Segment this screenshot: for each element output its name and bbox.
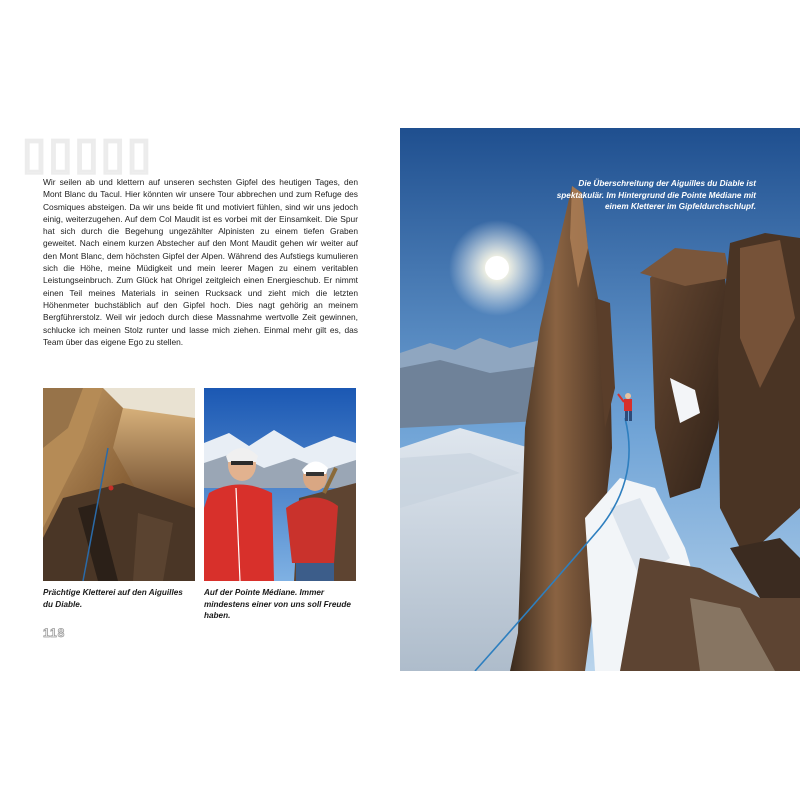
photo-b-caption: Auf der Pointe Médiane. Immer mindestens einer von uns soll Freude haben.: [204, 588, 351, 620]
photo-selfie-pointe-mediane: [204, 388, 356, 581]
photo-a-caption: Prächtige Kletterei auf den Aiguilles du Diable.: [43, 588, 183, 609]
body-paragraph: Wir seilen ab und klettern auf unseren sechsten Gipfel des heutigen Tages, den Mont Blanc du Tacul. Hier könnten wir unsere Tour abbrechen und zum Refuge des Cosmiques absteigen. Da wir uns beide fit und motiviert fühlen, sind wir uns jedoch einig, weiterzugehen. Auf dem Col Maudit ist es vorbei mit der Einsamkeit. Die Spur hat sich durch die Begehung ungezählter Alpinisten zu einem tiefen Graben geweitet. Nach einem kurzen Abstecher auf den Mont Maudit gehen wir weiter auf den Mont Blanc, dem höchsten Gipfel der Alpen. Während des Aufstiegs kumulieren sich die Höhe, meine Müdigkeit und mein leerer Magen zu einem veritablen Leistungseinbruch. Zum Glück hat Ohrigel zeitgleich einen Energieschub. Er nimmt einen Teil meines Materials in seinen Rucksack und zieht mich die letzten Höhenmeter buchstäblich auf den Gipfel hoch. Dies nagt gehörig an meinem Bergführerstolz. Weil wir jedoch durch diese Massnahme wertvolle Zeit gewinnen, schlucke ich meinen Stolz runter und lasse mich ziehen. Einmal mehr gilt es, das Team über das eigene Ego zu stellen.: [43, 177, 358, 347]
main-photo-caption: Die Überschreitung der Aiguilles du Diable ist spektakulär. Im Hintergrund die Pointe Médiane mit einem Kletterer im Gipfeldurchschlupf.: [556, 179, 756, 212]
body-text: [43, 176, 358, 348]
page-number: 118: [43, 626, 66, 640]
ghost-heading-decoration: ▯▯▯▯▯: [22, 129, 154, 178]
photo-climbing-aiguilles: [43, 388, 195, 581]
